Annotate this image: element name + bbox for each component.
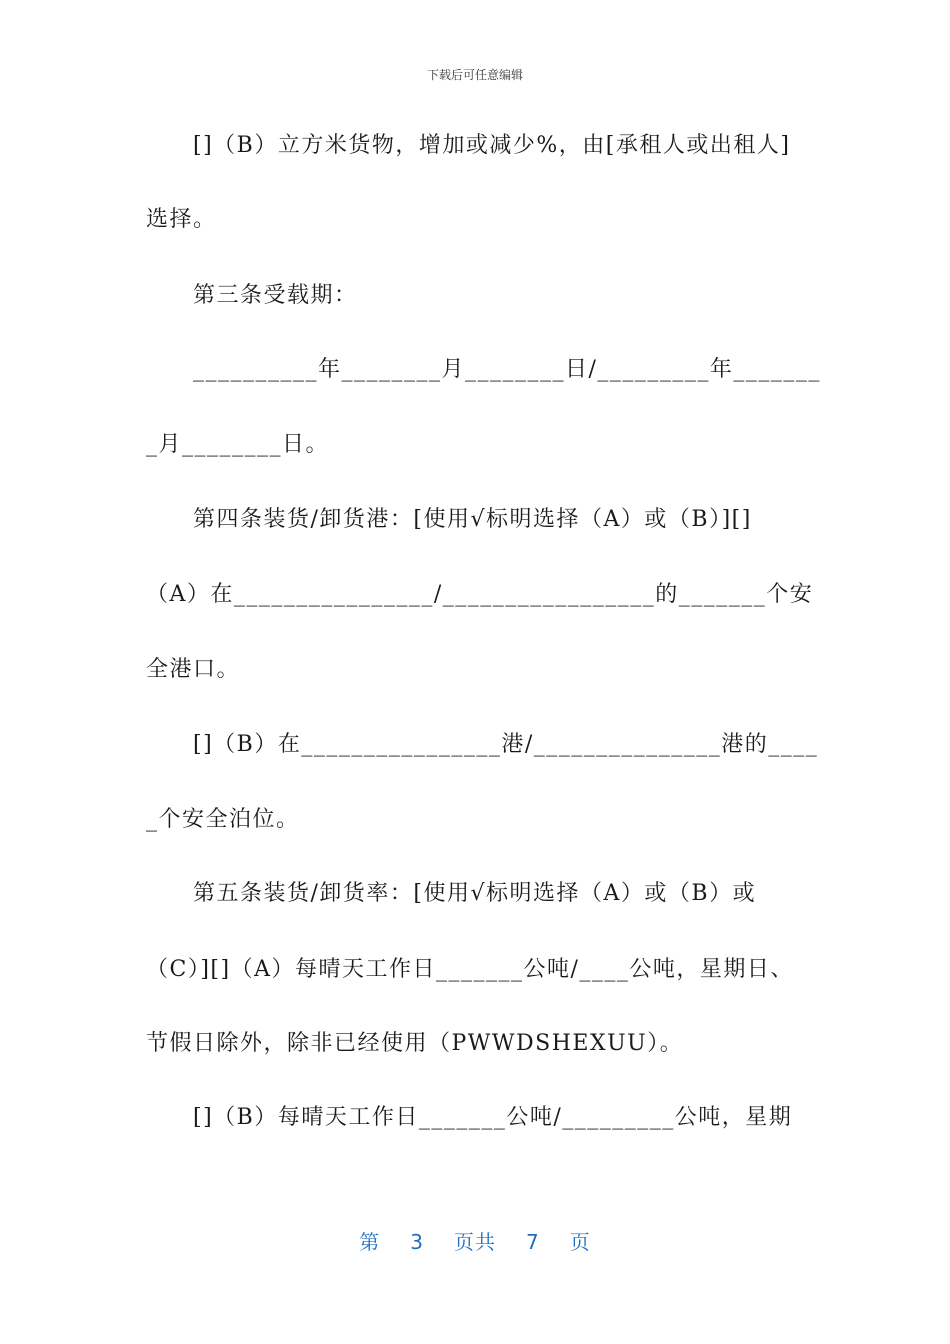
text-line: 节假日除外，除非已经使用（PWWDSHEXUU）。 bbox=[146, 1031, 684, 1056]
page-header: 下载后可任意编辑 bbox=[426, 68, 523, 82]
text-line: （C）][]（A）每晴天工作日_______公吨/____公吨，星期日、 bbox=[146, 957, 794, 982]
text-line: _月________日。 bbox=[146, 432, 330, 457]
text-line: 全港口。 bbox=[146, 657, 241, 682]
text-line: []（B）在________________港/_______________港的____ bbox=[193, 732, 819, 757]
total-pages: 7 bbox=[526, 1230, 540, 1254]
page-suffix: 页共 bbox=[454, 1230, 496, 1254]
text-line: __________年________月________日/_________年_______ bbox=[193, 357, 821, 382]
text-line: _个安全泊位。 bbox=[146, 807, 300, 832]
text-line: 第五条装货/卸货率：[使用√标明选择（A）或（B）或 bbox=[193, 881, 757, 906]
total-suffix: 页 bbox=[569, 1230, 591, 1254]
page-footer bbox=[0, 1226, 950, 1255]
text-line: []（B）每晴天工作日_______公吨/_________公吨，星期 bbox=[193, 1105, 793, 1130]
text-line: 第三条受载期： bbox=[193, 283, 358, 308]
page-label: 第 bbox=[359, 1230, 381, 1254]
page-number: 3 bbox=[410, 1230, 424, 1254]
text-line: []（B）立方米货物，增加或减少%，由[承租人或出租人] bbox=[193, 133, 791, 158]
text-line: 第四条装货/卸货港：[使用√标明选择（A）或（B）][] bbox=[193, 507, 752, 532]
text-line: （A）在________________/_________________的_______个安 bbox=[146, 582, 814, 607]
text-line: 选择。 bbox=[146, 207, 217, 232]
